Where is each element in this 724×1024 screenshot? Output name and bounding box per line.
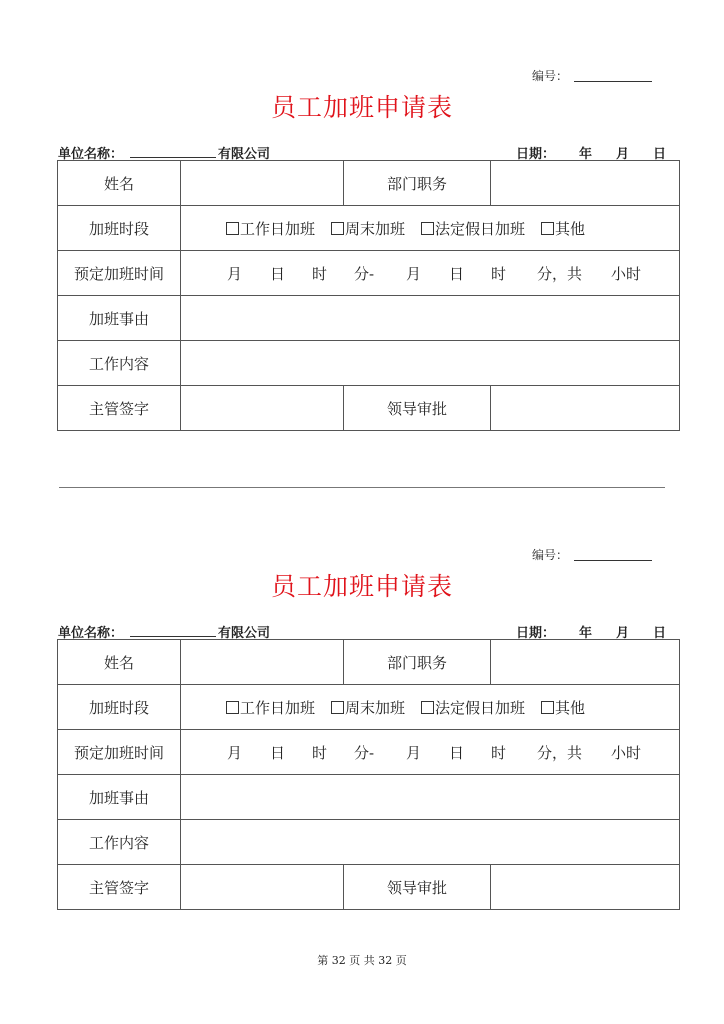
form-title: 员工加班申请表	[270, 572, 453, 601]
time-word: 时	[312, 265, 328, 283]
table-row	[58, 206, 680, 251]
checkbox-icon[interactable]	[421, 222, 434, 235]
leader-label: 领导审批	[344, 386, 491, 431]
supervisor-signature-field[interactable]	[181, 865, 344, 910]
name-label: 姓名	[58, 640, 181, 685]
checkbox-icon[interactable]	[331, 701, 344, 714]
table-row	[58, 685, 680, 730]
scheduled-time-field[interactable]	[181, 730, 680, 775]
serial-number	[532, 546, 652, 563]
serial-number	[532, 67, 652, 84]
content-label: 工作内容	[58, 820, 181, 865]
supervisor-label: 主管签字	[58, 865, 181, 910]
option-weekday[interactable]: 工作日加班	[226, 697, 315, 718]
table-row	[58, 341, 680, 386]
page-footer: 第 32 页 共 32 页	[317, 954, 407, 967]
dept-field[interactable]	[491, 640, 680, 685]
time-word: 月	[227, 265, 243, 283]
reason-label: 加班事由	[58, 296, 181, 341]
content-field[interactable]	[181, 341, 680, 386]
form-title: 员工加班申请表	[270, 93, 453, 122]
time-word: 小时	[611, 744, 642, 762]
leader-approval-field[interactable]	[491, 386, 680, 431]
table-row	[58, 296, 680, 341]
form-meta-row	[58, 622, 668, 640]
table-row	[58, 730, 680, 775]
name-field[interactable]	[181, 161, 344, 206]
unit-blank[interactable]	[130, 157, 216, 158]
unit-suffix: 有限公司	[218, 626, 271, 641]
name-label: 姓名	[58, 161, 181, 206]
checkbox-icon[interactable]	[541, 222, 554, 235]
date-year: 年	[579, 147, 593, 162]
option-holiday[interactable]: 法定假日加班	[421, 218, 525, 239]
checkbox-icon[interactable]	[331, 222, 344, 235]
unit-label: 单位名称：	[58, 626, 124, 641]
name-field[interactable]	[181, 640, 344, 685]
serial-label: 编号：	[532, 548, 569, 562]
serial-blank[interactable]	[574, 69, 652, 82]
time-word: 分，共	[537, 265, 583, 283]
table-row	[58, 386, 680, 431]
overtime-table	[57, 160, 680, 431]
leader-approval-field[interactable]	[491, 865, 680, 910]
date-label: 日期：	[516, 626, 556, 641]
period-label: 加班时段	[58, 685, 181, 730]
content-field[interactable]	[181, 820, 680, 865]
checkbox-icon[interactable]	[421, 701, 434, 714]
time-word: 时	[491, 744, 507, 762]
date-day: 日	[653, 147, 667, 162]
table-row	[58, 820, 680, 865]
time-word: 分-	[354, 744, 375, 762]
date-year: 年	[579, 626, 593, 641]
reason-label: 加班事由	[58, 775, 181, 820]
option-weekday[interactable]: 工作日加班	[226, 218, 315, 239]
time-word: 月	[406, 744, 422, 762]
option-holiday[interactable]: 法定假日加班	[421, 697, 525, 718]
option-other[interactable]: 其他	[541, 218, 585, 239]
reason-field[interactable]	[181, 296, 680, 341]
date-month: 月	[616, 147, 630, 162]
dept-field[interactable]	[491, 161, 680, 206]
form-meta-row	[58, 143, 668, 161]
serial-blank[interactable]	[574, 548, 652, 561]
unit-blank[interactable]	[130, 636, 216, 637]
time-word: 日	[449, 744, 465, 762]
period-options	[181, 685, 680, 730]
dept-label: 部门职务	[344, 161, 491, 206]
supervisor-signature-field[interactable]	[181, 386, 344, 431]
cut-line	[59, 487, 665, 488]
reason-field[interactable]	[181, 775, 680, 820]
table-row	[58, 775, 680, 820]
checkbox-icon[interactable]	[541, 701, 554, 714]
overtime-table	[57, 639, 680, 910]
table-row	[58, 161, 680, 206]
period-options	[181, 206, 680, 251]
scheduled-label: 预定加班时间	[58, 251, 181, 296]
time-word: 月	[227, 744, 243, 762]
supervisor-label: 主管签字	[58, 386, 181, 431]
scheduled-label: 预定加班时间	[58, 730, 181, 775]
time-word: 日	[270, 744, 286, 762]
date-month: 月	[616, 626, 630, 641]
option-other[interactable]: 其他	[541, 697, 585, 718]
leader-label: 领导审批	[344, 865, 491, 910]
table-row	[58, 640, 680, 685]
unit-label: 单位名称：	[58, 147, 124, 162]
time-word: 日	[449, 265, 465, 283]
table-row	[58, 251, 680, 296]
dept-label: 部门职务	[344, 640, 491, 685]
time-word: 日	[270, 265, 286, 283]
time-word: 分，共	[537, 744, 583, 762]
unit-suffix: 有限公司	[218, 147, 271, 162]
time-word: 小时	[611, 265, 642, 283]
scheduled-time-field[interactable]	[181, 251, 680, 296]
time-word: 时	[312, 744, 328, 762]
option-weekend[interactable]: 周末加班	[331, 218, 405, 239]
date-label: 日期：	[516, 147, 556, 162]
time-word: 时	[491, 265, 507, 283]
serial-label: 编号：	[532, 69, 569, 83]
time-word: 分-	[354, 265, 375, 283]
option-weekend[interactable]: 周末加班	[331, 697, 405, 718]
content-label: 工作内容	[58, 341, 181, 386]
checkbox-icon[interactable]	[226, 222, 239, 235]
date-day: 日	[653, 626, 667, 641]
checkbox-icon[interactable]	[226, 701, 239, 714]
table-row	[58, 865, 680, 910]
time-word: 月	[406, 265, 422, 283]
period-label: 加班时段	[58, 206, 181, 251]
